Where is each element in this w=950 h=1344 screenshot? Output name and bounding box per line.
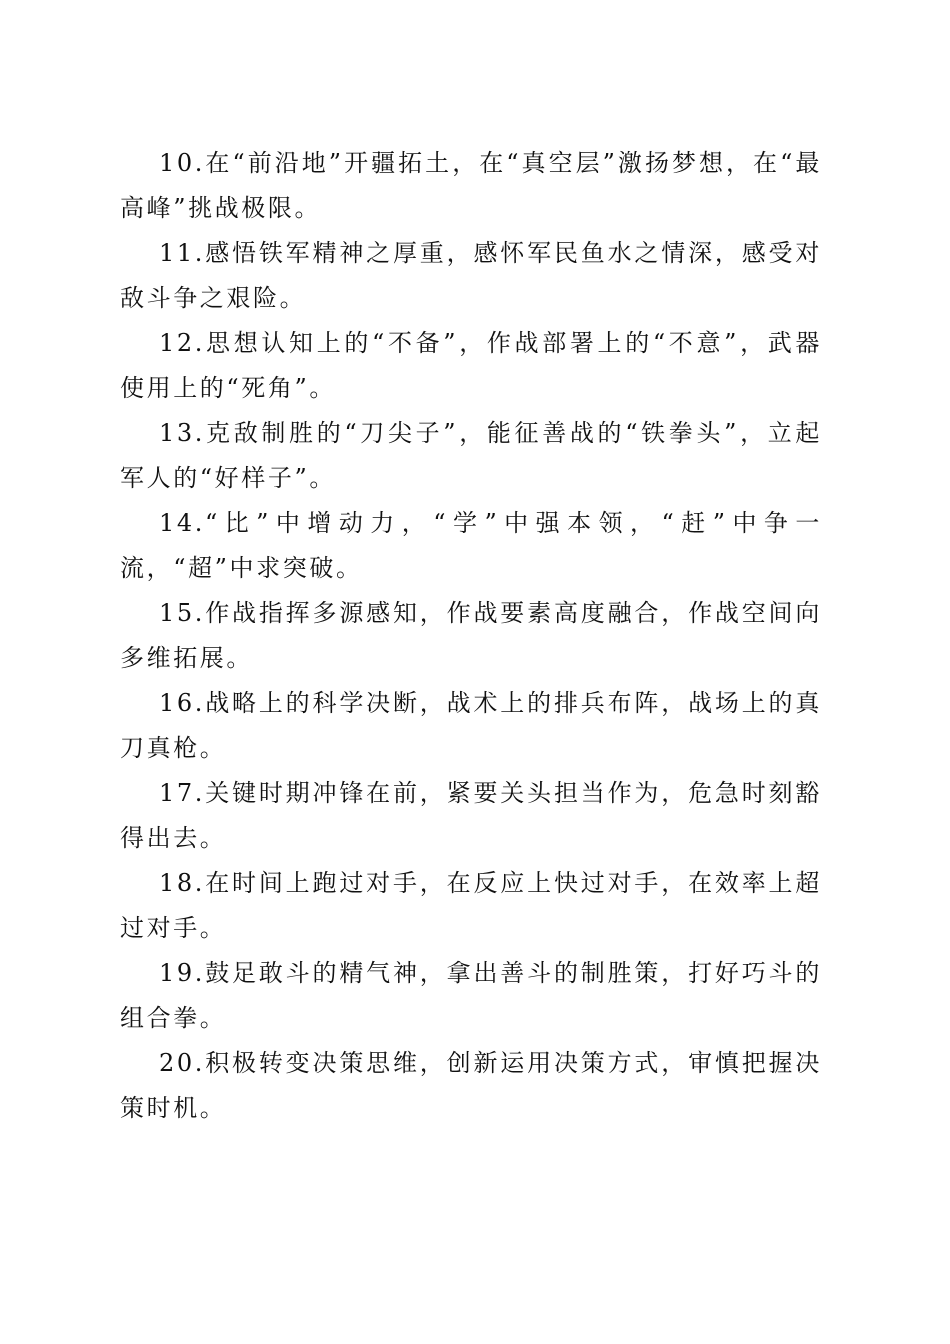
document-body [120, 141, 822, 1131]
list-item: 12.思想认知上的“不备”，作战部署上的“不意”，武器使用上的“死角”。 [120, 329, 822, 402]
list-item: 10.在“前沿地”开疆拓土，在“真空层”激扬梦想，在“最高峰”挑战极限。 [120, 149, 822, 222]
list-item: 14.“比”中增动力，“学”中强本领，“赶”中争一流，“超”中求突破。 [120, 509, 822, 582]
list-item: 20.积极转变决策思维，创新运用决策方式，审慎把握决策时机。 [120, 1049, 822, 1122]
list-item: 19.鼓足敢斗的精气神，拿出善斗的制胜策，打好巧斗的组合拳。 [120, 959, 822, 1032]
list-item: 11.感悟铁军精神之厚重，感怀军民鱼水之情深，感受对敌斗争之艰险。 [120, 239, 822, 312]
list-item: 18.在时间上跑过对手，在反应上快过对手，在效率上超过对手。 [120, 869, 822, 942]
list-item: 15.作战指挥多源感知，作战要素高度融合，作战空间向多维拓展。 [120, 599, 822, 672]
list-item: 13.克敌制胜的“刀尖子”，能征善战的“铁拳头”，立起军人的“好样子”。 [120, 419, 822, 492]
list-item: 17.关键时期冲锋在前，紧要关头担当作为，危急时刻豁得出去。 [120, 779, 822, 852]
list-item: 16.战略上的科学决断，战术上的排兵布阵，战场上的真刀真枪。 [120, 689, 822, 762]
